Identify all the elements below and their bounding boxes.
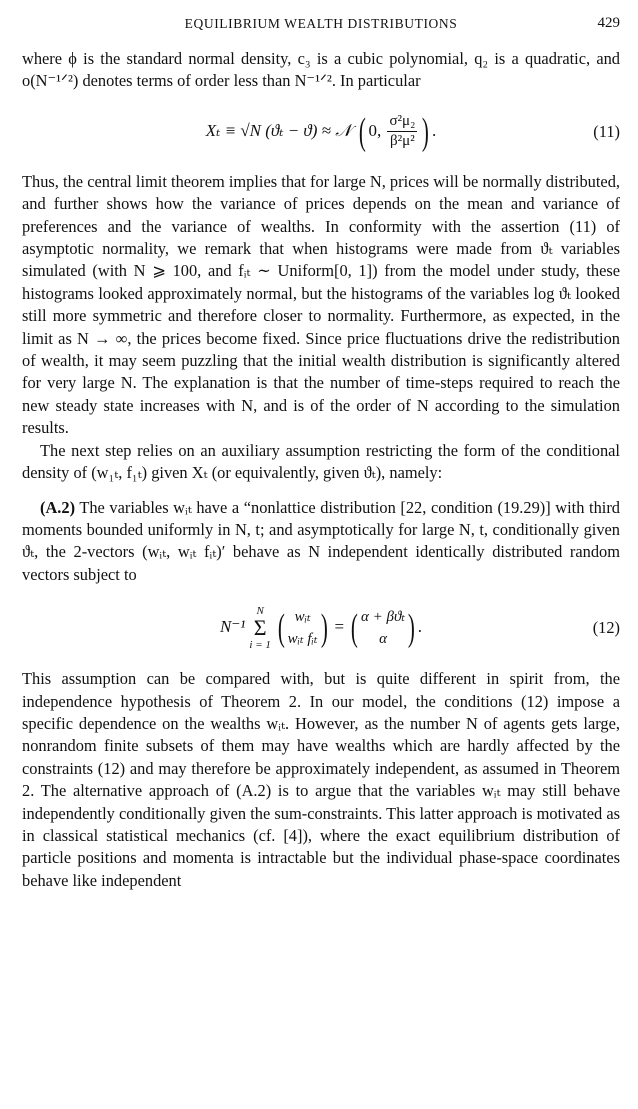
assumption-a2 [22,497,620,587]
fraction-numerator: σ²μ₂ [387,113,417,132]
assumption-label: (A.2) [40,497,76,517]
vector-right-top: α + βϑₜ [361,609,406,626]
equation-11 [22,99,620,165]
equation-12-trail: . [417,617,422,637]
equation-11-trail: . [431,120,437,140]
summation [249,605,270,651]
vector-right [361,606,405,650]
page-number: 429 [597,15,620,31]
vector1-right-paren: ) [320,607,328,650]
paragraph-intro: where ϕ is the standard normal density, c₃ is a cubic polynomial, q₂ is a quadratic, and o(N⁻¹ᐟ²) denotes terms of order less than N⁻¹ᐟ². In particular [22,49,620,91]
equation-11-body [205,110,437,153]
equation-12-body [220,605,422,651]
sum-lower-limit: i = 1 [249,639,271,652]
vector-left-bottom: wᵢₜ fᵢₜ [287,631,318,648]
paper-page [22,0,620,892]
equation-11-lhs: Xₜ ≡ √N (ϑₜ − ϑ) ≈ 𝒩 [205,120,356,140]
assumption-text: The variables wᵢₜ have a “nonlattice distribution [22, condition (19.29)] with third moments bounded uniformly in N, t; and asymptotically for large N, t, conditionally given ϑₜ, the 2-vectors (wᵢₜ, wᵢₜ fᵢₜ)′ behave as N independent identically distributed random vectors subject to [22,497,620,584]
equation-number-12: (12) [592,618,620,638]
paragraph-clt: Thus, the central limit theorem implies that for large N, prices will be normally distributed, and further shows how the variance of prices depends on the mean and variance of preferences and the variance of wealths. In conformity with the assertion (11) of asymptotic normality, we remark that when histograms were made from ϑₜ variables simulated (with N ⩾ 100, and fᵢₜ ∼ Uniform[0, 1]) from the model under study, these histograms looked approximately normal, but the histograms of the variables log ϑₜ looked still more symmetric and therefore closer to normality. Furthermore, as expected, in the limit as N → ∞, the prices become fixed. Since price fluctuations drive the redistribution of wealth, it may seem puzzling that the initial wealth distribution is significantly altered for very large N. The explanation is that the number of time-steps required to reach the new steady state increases with N, and is of the order of N according to the simulation results. [22,171,620,438]
running-head: EQUILIBRIUM WEALTH DISTRIBUTIONS [184,16,458,31]
right-paren: ) [422,110,430,153]
equation-number-11: (11) [593,121,620,141]
vector-left-top: wᵢₜ [294,609,311,626]
variance-fraction [387,113,417,150]
fraction-denominator: β²μ² [390,133,415,150]
vector-left [288,606,318,650]
vector2-right-paren: ) [407,607,415,650]
left-paren: ( [358,110,366,153]
paragraph-next-step: The next step relies on an auxiliary assumption restricting the form of the conditional density of (w₁ₜ, f₁ₜ) given Xₜ (or equivalently, given ϑₜ), namely: [22,440,620,483]
vector-right-bottom: α [379,631,387,648]
vector2-left-paren: ( [351,607,359,650]
paragraph-comparison: This assumption can be compared with, but is quite different in spirit from, the independence hypothesis of Theorem 2. In our model, the conditions (12) impose a specific dependence on the wealths wᵢₜ. However, as the number N of agents gets large, nonrandom finite subsets of them may have wealths which are hardly affected by the constraints (12) and may therefore be approximately independent, as assumed in Theorem 2. The alternative approach of (A.2) is to argue that the variables wᵢₜ may still behave independently conditionally given the sum-constraints. This latter approach is motivated as in classical statistical mechanics (cf. [4]), where the exact equilibrium distribution of particle positions and momenta is intractable but the individual phase-space coordinates behave like independent [22,669,620,890]
equation-12-equals: = [330,617,349,637]
vector1-left-paren: ( [277,607,285,650]
sum-symbol: Σ [253,615,267,641]
sum-upper-limit: N [256,605,264,618]
equation-11-inner: 0, [368,120,386,140]
equation-12-prefix: N⁻¹ [220,617,246,637]
equation-12 [22,590,620,666]
page-header [22,0,620,48]
